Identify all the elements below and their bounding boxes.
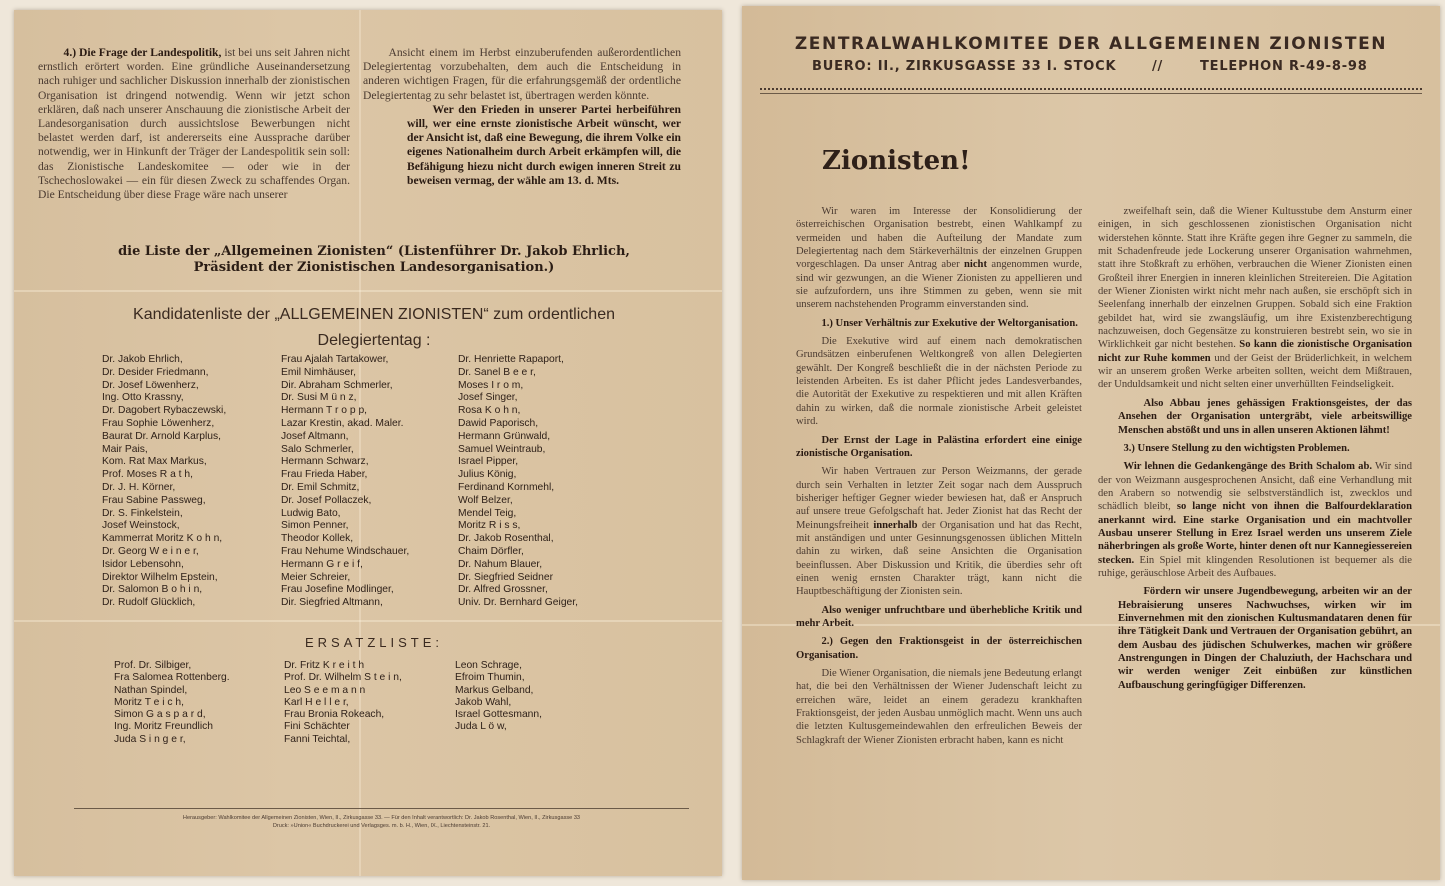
candidate-name: Direktor Wilhelm Epstein, [102,571,218,583]
right-page [742,6,1440,880]
candidate-name: Hermann T r o p p, [281,405,368,417]
fold-crease [14,620,722,622]
list-heading-line1: die Liste der „Allgemeinen Zionisten“ (Listenführer Dr. Jakob Ehrlich, [118,244,630,259]
candidate-name: Prof. Moses R a t h, [102,469,193,481]
candidate-name: Emil Nimhäuser, [281,366,356,378]
candidate-name: Fini Schächter [284,721,350,733]
text-run: Wir sind der von Weizmann ausgesprochenen Ansicht, daß eine Verhandlung mit den Arabern so notwendig sie selbstverständlich ist, zwecklos und schädlich bleibt, [1098,461,1412,513]
candidate-name: Dr. Dagobert Rybaczewski, [102,405,227,417]
candidate-name: Frau Josefine Modlinger, [281,584,394,596]
dotted-divider [760,88,1422,94]
paragraph [363,46,681,103]
candidate-name: Ing. Otto Krassny, [102,392,184,404]
ersatz-column-1 [114,660,230,746]
paragraph [796,335,1082,428]
candidate-name: Dr. Alfred Grossner, [458,584,548,596]
text-run: Die Wiener Organisation, die niemals jene Bedeutung erlangt hat, die bei den Verhältnissen der Wiener Judenschaft leicht zu erreichen wäre, leidet an einem geradezu krankhaften Fraktionsgeist, der jeden Ausbau unmöglich macht. Wenn uns auch die letzten Kultusgemeindewahlen den erfreulichen Beweis der Schlagkraft der Wiener Zionisten erbracht haben, kann es nicht [796,668,1082,746]
candidates-column-2 [281,354,409,610]
candidate-name: Meier Schreier, [281,571,351,583]
paragraph [1098,205,1412,392]
headline: Zionisten! [822,146,971,176]
text-run: angenommen wurde, sind wir gezwungen, an die Wiener Zionisten zu appellieren und sie aufzufordern, uns ihre Stimmen zu geben, wenn sie mit unserem nachstehenden Programm einverstanden sind. [796,259,1082,311]
office-address: BUERO: II., ZIRKUSGASSE 33 I. STOCK [812,59,1117,74]
candidate-name: Salo Schmerler, [281,443,354,455]
candidate-name: Dr. Siegfried Seidner [458,571,554,583]
section-heading [1118,585,1412,692]
candidate-name: Dr. Rudolf Glücklich, [102,597,196,609]
candidate-name: Israel Gottesmann, [455,709,542,721]
text-run: ist bei uns seit Jahren nicht ernstlich erörtert worden. Eine gründliche Auseinandersetzung nach ruhiger und sachlicher Diskussion innerhalb der zionistischen Organisation ist dringend notwendig. Wenn wir jetzt schon erklären, daß nach unserer Anschauung die zionistische Arbeit der Landesorganisation durch aussichtslose Bewerbungen nicht belastet werden darf, ist andererseits eine Aussprache darüber notwendig, wer in Hinkunft der Träger der Landespolitik sein soll: das Zionistische Landeskomitee — oder wie in der Tschechoslowakei — ein für diesen Zweck zu schaffendes Organ. Die Entscheidung über diese Frage wäre nach unserer [38,46,351,202]
candidate-name: Julius König, [458,469,517,481]
candidate-name: Markus Gelband, [455,684,534,696]
bold-text: So kann die zionistische Organisation nicht zur Ruhe kommen [1098,339,1412,364]
text-run: Ansicht einem im Herbst einzuberufenden außerordentlichen Delegiertentag vorzubehalten, dem auch die Entscheidung in anderen wichtigen Fragen, für die erfahrungsgemäß der ordentliche Delegiertentag zu sehr belastet ist, übertragen werden könnte. [363,46,681,102]
text-run: Wir haben Vertrauen zur Person Weizmanns, der gerade durch sein Verhalten in letzter Zeit sogar nach dem Ausspruch bisheriger heftiger Gegner wieder bewiesen hat, daß er Anspruch auf unsere treue Gefolgschaft hat. Jeder Zionist hat das Recht der Meinungsfreiheit [796,466,1082,531]
candidate-name: Hermann G r e i f, [281,558,363,570]
candidates-column-3 [458,354,578,610]
candidate-name: Fanni Teichtal, [284,733,351,745]
bold-text: Also Abbau jenes gehässigen Fraktionsgeistes, der das Ansehen der Organisation untergräbt, viele arbeitswillige Menschen abstößt und uns in allen unseren Aktionen lähmt! [1118,397,1412,436]
candidate-name: Dr. Fritz K r e i t h [284,660,365,671]
candidate-name: Moses I r o m, [458,379,524,391]
text-run: der Organisation und hat das Recht, mit anständigen und unter Gesinnungsgenossen üblichen Mitteln dahin zu wirken, daß seine Ansichten die Organisation beeinflussen. Aber Diskussion und Kritik, die überdies sehr oft einen wenig ernsten Charakter trägt, kann nicht die Hauptbeschäftigung der Zionisten sein. [796,519,1082,598]
candidate-name: Leo S e e m a n n [284,684,366,696]
imprint-footer [74,814,689,830]
imprint-line1: Herausgeber: Wahlkomitee der Allgemeinen Zionisten, Wien, II., Zirkusgasse 33. — Für den Inhalt verantwortlich: Dr. Jakob Rosenthal, Wien, II., Zirkusgasse 33 [182,815,581,821]
candidate-name: Ing. Moritz Freundlich [114,721,214,733]
candidate-name: Dr. Henriette Rapaport, [458,354,564,365]
candidate-name: Nathan Spindel, [114,684,188,696]
candidate-name: Dr. Josef Löwenherz, [102,379,199,391]
candidate-name: Dr. Susi M ü n z, [281,392,357,404]
candidate-name: Simon Penner, [281,520,349,532]
intro-column-1 [38,46,350,202]
paragraph [1098,460,1412,580]
candidate-name: Rosa K o h n, [458,405,521,417]
candidate-name: Dawid Paporisch, [458,417,539,429]
candidate-name: Ferdinand Kornmehl, [458,481,555,493]
bold-text: so lange nicht von ihnen die Balfourdeklaration anerkannt wird. Eine starke Organisation und ein machtvoller Ausbau unserer Stellung in Erez Israel werden uns unserem Ziele näherbringen als große Worte, hinter denen oft nur Kannegiessereien stecken. [1098,501,1412,566]
candidate-name: Ludwig Bato, [281,507,341,519]
candidate-name: Dr. Josef Pollaczek, [281,494,372,506]
candidate-name: Samuel Weintraub, [458,443,546,455]
separator: // [1152,59,1164,74]
candidate-name: Frau Sophie Löwenherz, [102,417,215,429]
paragraph [38,46,350,202]
candidate-name: Frau Bronia Rokeach, [284,709,385,721]
text-run: Die Exekutive wird auf einem nach demokratischen Grundsätzen einberufenen Weltkongreß von allen Delegierten gewählt. Der Kongreß beschließt die in der nächsten Periode zu leistenden Arbeiten. Es ist daher Pflicht jedes Landesverbandes, die Autorität der Exekutive zu respektieren und mit allen Kräften dahin zu wirken, daß die normale zionistische Arbeit geleistet wird. [796,336,1082,428]
candidate-name: Baurat Dr. Arnold Karplus, [102,430,222,442]
text-run: Wir waren im Interesse der Konsolidierung der österreichischen Organisation bestrebt, einen Wahlkampf zu vermeiden und haben die Aufteilung der Mandate zum Delegiertentag nach dem Stärkeverhältnis der einzelnen Gruppen vorgeschlagen. Da unser Antrag aber [796,206,1082,271]
candidate-name: Dr. Nahum Blauer, [458,558,543,570]
bold-text: Fördern wir unsere Jugendbewegung, arbeiten wir an der Hebraisierung unseres Nachwuchses, wirken wir im Einvernehmen mit den zionischen Kultusmandataren denen für ihre Tätigkeit Dank und Vertrauen der Organisation gebührt, an dem Ausbau des jüdischen Schulwerkes, machen wir größere Anstrengungen in Dingen der Chaluziuth, der Hachschara und wir werden weniger Zeit einbüßen zur künstlichen Aufbauschung geringfügiger Differenzen. [1118,586,1412,691]
bold-text: 2.) Gegen den Fraktionsgeist in der österreichischen Organisation. [796,636,1082,661]
bold-text: Der Ernst der Lage in Palästina erfordert eine einige zionistische Organisation. [796,434,1082,459]
candidate-name: Dr. Desider Friedmann, [102,366,209,378]
list-heading-line2: Präsident der Zionistischen Landesorganisation.) [193,260,555,275]
manifesto-column-1 [796,205,1082,749]
phone-number: TELEPHON R-49-8-98 [1200,59,1368,74]
candidate-name: Isidor Lebensohn, [102,558,184,570]
candidate-name: Dr. Salomon B o h i n, [102,584,203,596]
section-heading [1118,397,1412,437]
bold-text: Wir lehnen die Gedankengänge des Brith Schalom ab. [1123,461,1373,473]
candidate-name: Frau Frieda Haber, [281,469,368,481]
candidate-name: Prof. Dr. Silbiger, [114,660,192,671]
candidate-name: Lazar Krestin, akad. Maler. [281,417,404,429]
candidate-name: Dr. Jakob Ehrlich, [102,354,183,365]
candidate-name: Dr. S. Finkelstein, [102,507,183,519]
bold-text: 4.) Die Frage der Landespolitik, [63,46,222,59]
paragraph [407,103,681,188]
text-run: und der Geist der Brüderlichkeit, in welchem wir an unserem großen Werke arbeiten sollten, weicht dem Mißtrauen, der Unduldsamkeit und nicht selten einer unverhüllten Feindseligkeit. [1098,352,1412,391]
candidate-name: Josef Weinstock, [102,520,180,532]
candidate-name: Dr. J. H. Körner, [102,481,176,493]
bold-text: 3.) Unsere Stellung zu den wichtigsten Problemen. [1123,442,1350,454]
candidate-name: Mair Pais, [102,443,148,455]
candidates-heading [34,302,714,354]
candidate-name: Israel Pipper, [458,456,519,468]
candidate-name: Hermann Schwarz, [281,456,369,468]
candidate-name: Dr. Georg W e i n e r, [102,545,199,557]
paragraph [796,667,1082,747]
intro-column-2 [363,46,681,188]
committee-title: ZENTRALWAHLKOMITEE DER ALLGEMEINEN ZIONISTEN [794,34,1388,54]
candidate-name: Dir. Abraham Schmerler, [281,379,393,391]
left-page [14,10,722,876]
candidate-name: Moritz T e i c h, [114,696,185,708]
list-heading [34,244,714,276]
candidate-name: Frau Sabine Passweg, [102,494,206,506]
section-heading [796,434,1082,461]
ersatz-column-3 [455,660,542,734]
candidate-name: Jakob Wahl, [455,696,512,708]
bold-text: Also weniger unfruchtbare und überhebliche Kritik und mehr Arbeit. [796,604,1082,629]
candidate-name: Dir. Siegfried Altmann, [281,597,383,609]
candidate-name: Frau Nehume Windschauer, [281,545,410,557]
candidate-name: Josef Altmann, [281,430,349,442]
paragraph [796,465,1082,598]
candidate-name: Dr. Emil Schmitz, [281,481,360,493]
candidate-name: Juda S i n g e r, [114,733,186,745]
candidate-name: Dr. Jakob Rosenthal, [458,533,554,545]
text-run: Ein Spiel mit klingenden Resolutionen ist bequemer als die ruhige, geräuschlose Arbeit des Aufbaues. [1098,554,1412,579]
section-heading [796,604,1082,631]
candidate-name: Univ. Dr. Bernhard Geiger, [458,597,578,609]
candidate-name: Kammerrat Moritz K o h n, [102,533,223,545]
bold-text: 1.) Unser Verhältnis zur Exekutive der Weltorganisation. [821,317,1078,329]
paragraph [796,205,1082,312]
candidate-name: Wolf Belzer, [458,494,513,506]
manifesto-column-2 [1098,205,1412,697]
candidate-name: Kom. Rat Max Markus, [102,456,207,468]
candidate-name: Fra Salomea Rottenberg. [114,672,230,684]
candidate-name: Leon Schrage, [455,660,522,671]
bold-text: nicht [964,259,987,271]
candidates-heading-line2: Delegiertentag : [317,332,431,349]
candidate-name: Dr. Sanel B e e r, [458,366,536,378]
candidate-name: Karl H e l l e r, [284,696,349,708]
candidates-heading-line1: Kandidatenliste der „ALLGEMEINEN ZIONISTEN“ zum ordentlichen [133,306,615,323]
bold-text: innerhalb [873,519,918,531]
candidate-name: Frau Ajalah Tartakower, [281,354,389,365]
candidate-name: Efroim Thumin, [455,672,525,684]
ersatz-column-2 [284,660,402,746]
footer-divider [74,808,689,809]
ersatz-heading: ERSATZLISTE: [304,635,444,650]
candidate-name: Prof. Dr. Wilhelm S t e i n, [284,672,402,684]
section-heading [1098,442,1412,455]
candidate-name: Moritz R i s s, [458,520,521,532]
candidates-column-1 [102,354,226,610]
candidate-name: Hermann Grünwald, [458,430,551,442]
candidate-name: Chaim Dörfler, [458,545,524,557]
candidate-name: Simon G a s p a r d, [114,709,206,721]
section-heading [796,317,1082,330]
candidate-name: Theodor Kollek, [281,533,354,545]
imprint-line2: Druck: »Union« Buchdruckerei und Verlagsges. m. b. H., Wien, IX., Liechtensteinstr. 21. [272,823,491,829]
candidate-name: Juda L ö w, [455,721,507,733]
fold-crease [14,290,722,292]
bold-text: Wer den Frieden in unserer Partei herbeiführen will, wer eine ernste zionistische Arbeit wünscht, wer der Ansicht ist, daß eine Bewegung, die ihrem Volke ein eigenes Nationalheim durch Arbeit erkämpfen will, die Befähigung hiezu nicht durch ewigen inneren Streit zu beweisen vermag, der wähle am 13. d. Mts. [407,102,681,187]
candidate-name: Josef Singer, [458,392,518,404]
text-run: zweifelhaft sein, daß die Wiener Kultusstube dem Ansturm einer einigen, in sich geschlossenen zionistischen Organisation nicht widerstehen könnte. Statt ihre Kräfte gegen ihre Gegner zu sammeln, die mit Schadenfreude jede Lockerung unserer Organisation wahrnehmen, statt ihre Stoßkraft zu erhöhen, verbrauchen die Wiener Zionisten einen Großteil ihrer Energien in inneren kleinlichen Streitereien. Die Agitation der Wiener Zionisten wirkt nicht mehr nach außen, sie erschöpft sich in Seelenfang innerhalb der einzelnen Gruppen. Sobald sich eine Fraktion gebildet hat, wird sie zwangsläufig, um ihre Existenzberechtigung nachzuweisen, doch Gegensätze zu konstruieren bestrebt sein, wo sie in Wirklichkeit gar nicht bestehen. [1098,206,1412,351]
section-heading [796,635,1082,662]
candidate-name: Mendel Teig, [458,507,517,519]
